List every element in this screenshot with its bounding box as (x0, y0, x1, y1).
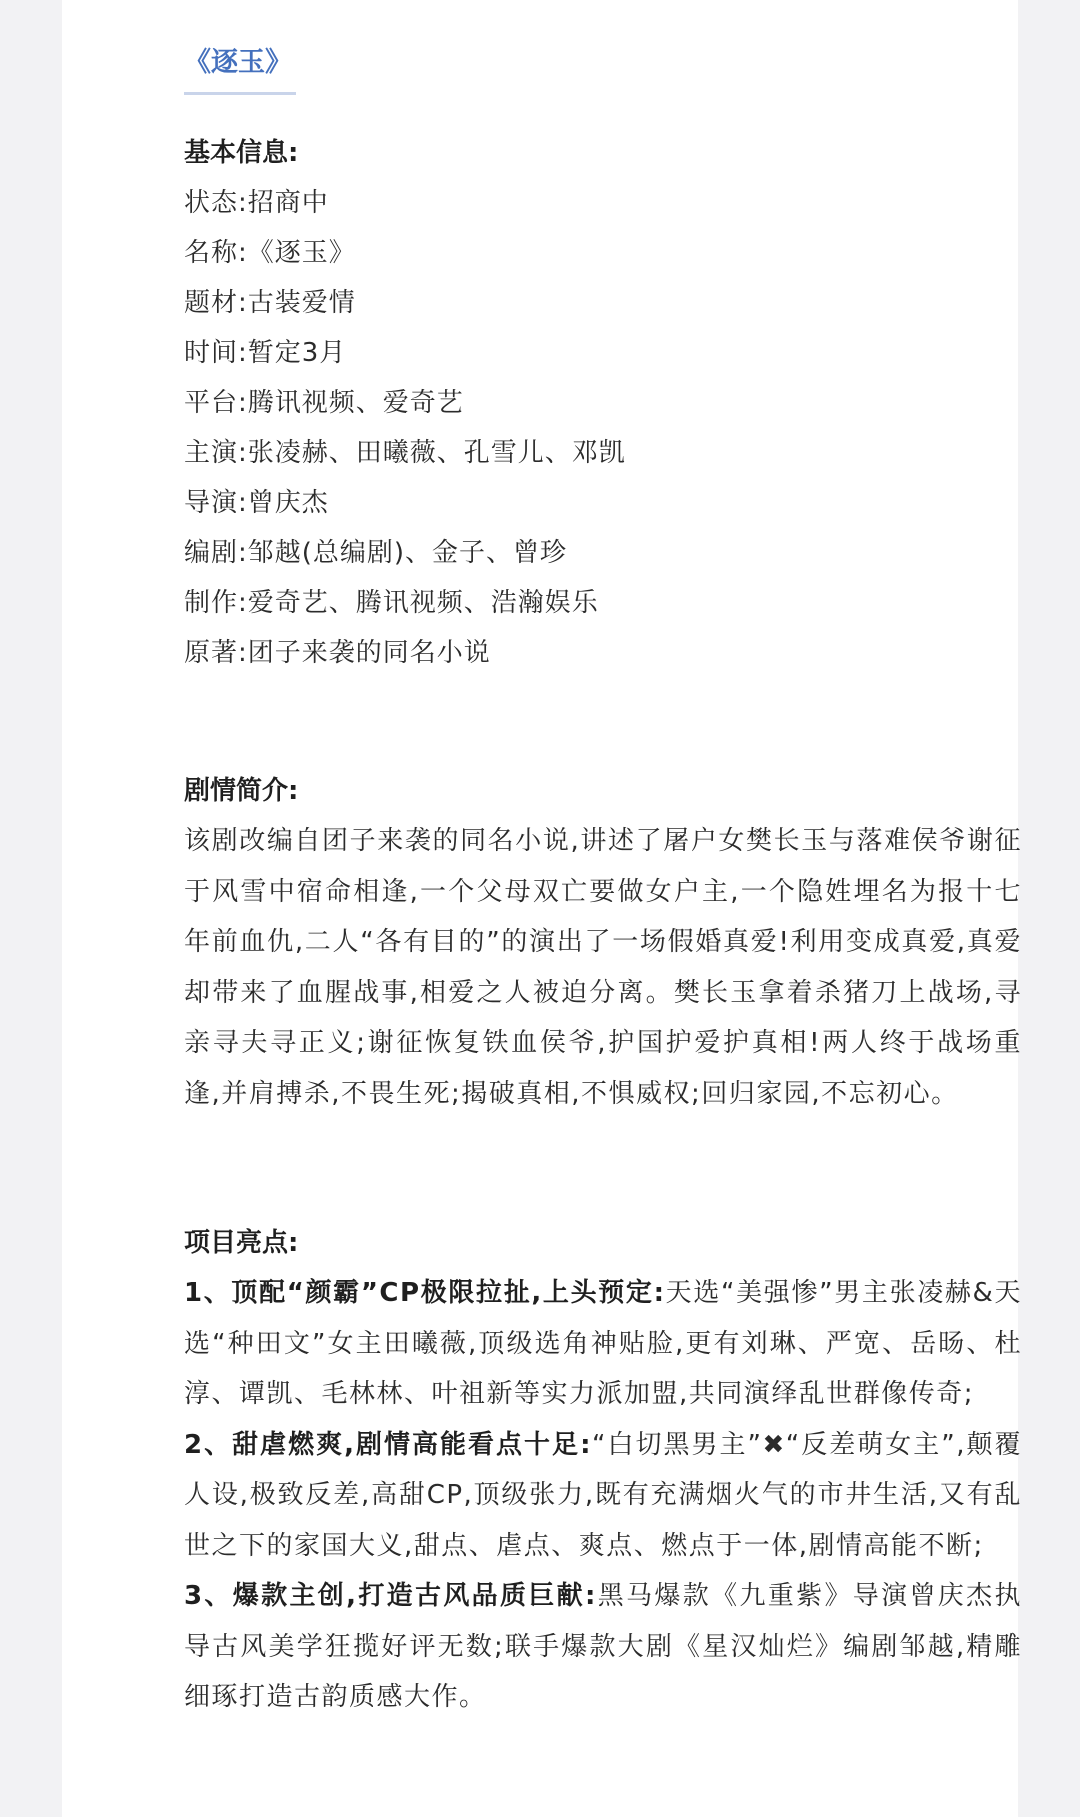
highlight-item-2 (184, 1420, 1022, 1572)
highlights-section (184, 1218, 1022, 1723)
info-screenwriter: 编剧:邹越(总编剧)、金子、曾珍 (184, 538, 568, 568)
info-original-work: 原著:团子来袭的同名小说 (184, 638, 491, 668)
highlight-body: 天选“美强惨”男主张凌赫&天选“种田文”女主田曦薇,顶级选角神贴脸,更有刘琳、严宽、岳旸、杜淳、谭凯、毛林林、叶祖新等实力派加盟,共同演绎乱世群像传奇; (184, 1278, 1022, 1409)
info-production: 制作:爱奇艺、腾讯视频、浩瀚娱乐 (184, 588, 599, 618)
highlight-item-1 (184, 1268, 1022, 1420)
info-platform: 平台:腾讯视频、爱奇艺 (184, 388, 464, 418)
plot-text: 该剧改编自团子来袭的同名小说,讲述了屠户女樊长玉与落难侯爷谢征于风雪中宿命相逢,一个父母双亡要做女户主,一个隐姓埋名为报十七年前血仇,二人“各有目的”的演出了一场假婚真爱!利用变成真爱,真爱却带来了血腥战事,相爱之人被迫分离。樊长玉拿着杀猪刀上战场,寻亲寻夫寻正义;谢征恢复铁血侯爷,护国护爱护真相!两人终于战场重逢,并肩搏杀,不畏生死;揭破真相,不惧威权;回归家园,不忘初心。 (184, 826, 1022, 1109)
highlight-lead: 3、爆款主创,打造古风品质巨献: (184, 1581, 597, 1611)
highlight-lead: 1、顶配“颜霸”CP极限拉扯,上头预定: (184, 1278, 666, 1308)
article-content (184, 40, 1024, 1712)
info-director: 导演:曾庆杰 (184, 488, 329, 518)
basic-info-section (184, 128, 626, 678)
basic-info-heading: 基本信息: (184, 138, 299, 168)
highlights-heading: 项目亮点: (184, 1228, 299, 1258)
info-status: 状态:招商中 (184, 188, 329, 218)
highlight-body: “白切黑男主”✖“反差萌女主”,颠覆人设,极致反差,高甜CP,顶级张力,既有充满烟火气的市井生活,又有乱世之下的家国大义,甜点、虐点、爽点、燃点于一体,剧情高能不断; (184, 1429, 1022, 1561)
plot-heading: 剧情简介: (184, 776, 299, 806)
info-genre: 题材:古装爱情 (184, 288, 356, 318)
highlight-lead: 2、甜虐燃爽,剧情高能看点十足: (184, 1429, 592, 1460)
info-cast: 主演:张凌赫、田曦薇、孔雪儿、邓凯 (184, 438, 626, 468)
article-card (62, 0, 1022, 1817)
info-time: 时间:暂定3月 (184, 338, 347, 368)
info-name: 名称:《逐玉》 (184, 238, 356, 268)
article-title: 《逐玉》 (184, 40, 296, 95)
plot-section (184, 766, 1022, 1119)
highlight-item-3 (184, 1571, 1022, 1723)
highlight-body: 黑马爆款《九重紫》导演曾庆杰执导古风美学狂揽好评无数;联手爆款大剧《星汉灿烂》编剧邹越,精雕细琢打造古韵质感大作。 (184, 1581, 1022, 1712)
